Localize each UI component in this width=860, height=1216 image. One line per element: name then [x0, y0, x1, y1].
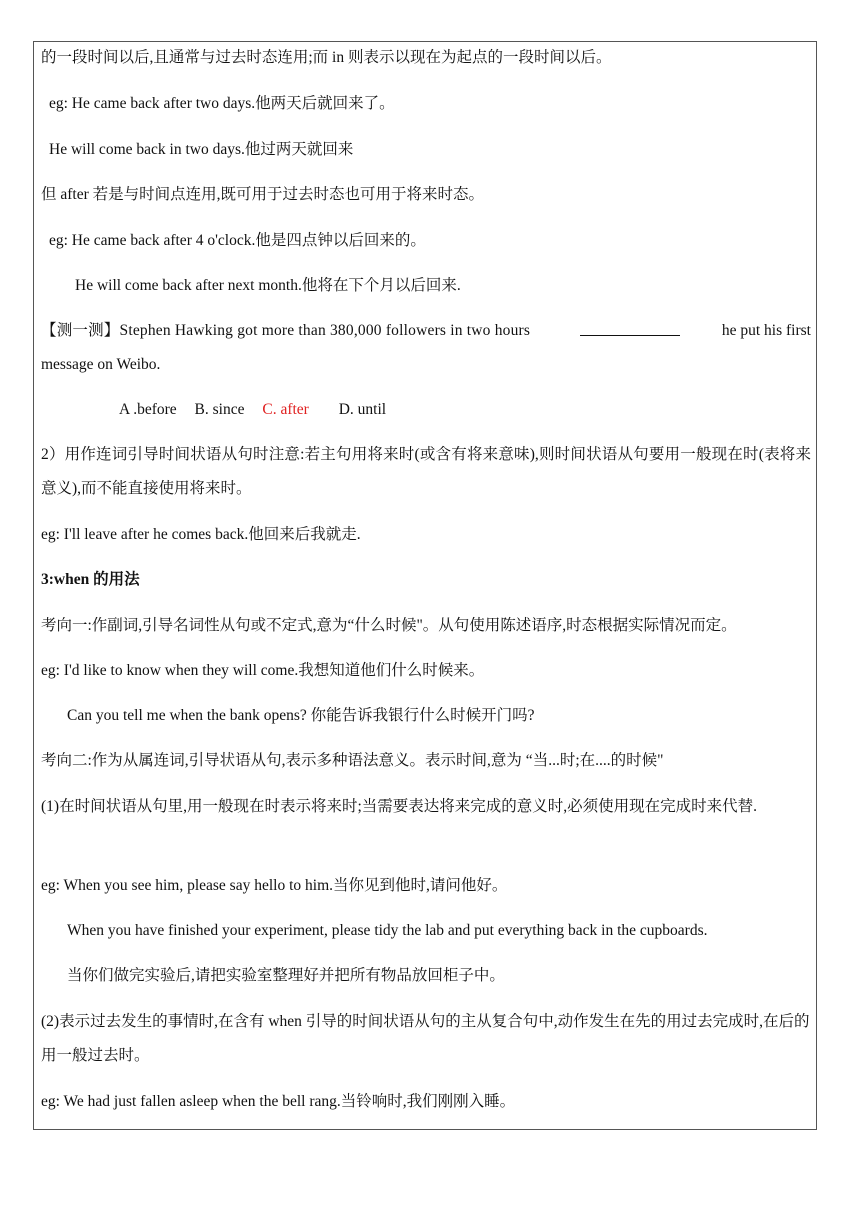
text-line: 但 after 若是与时间点连用,既可用于过去时态也可用于将来时态。	[41, 186, 485, 203]
example-sentence: eg: I'd like to know when they will come.我想知道他们什么时候来。	[41, 662, 485, 679]
option-b[interactable]: B. since	[194, 401, 245, 418]
quiz-question	[41, 321, 811, 341]
text-line: 的一段时间以后,且通常与过去时态连用;而 in 则表示以现在为起点的一段时间以后。	[41, 49, 612, 66]
quiz-options	[119, 400, 400, 420]
option-c-answer[interactable]: C. after	[262, 401, 309, 418]
example-sentence: eg: He came back after two days.他两天后就回来了。	[49, 95, 395, 112]
example-sentence: He will come back in two days.他过两天就回来	[49, 141, 354, 158]
text-line: 考向二:作为从属连词,引导状语从句,表示多种语法意义。表示时间,意为 “当...时;在....的时候"	[41, 752, 664, 769]
example-sentence: eg: I'll leave after he comes back.他回来后我就走.	[41, 526, 361, 543]
text-line: 考向一:作副词,引导名词性从句或不定式,意为“什么时候"。从句使用陈述语序,时态根据实际情况而定。	[41, 617, 737, 634]
quiz-suffix: he put his first	[721, 322, 811, 339]
text-paragraph: (2)表示过去发生的事情时,在含有 when 引导的时间状语从句的主从复合句中,动作发生在先的用过去完成时,在后的用一般过去时。	[41, 1013, 810, 1064]
example-sentence: eg: He came back after 4 o'clock.他是四点钟以后回来的。	[49, 232, 426, 249]
example-translation: 当你们做完实验后,请把实验室整理好并把所有物品放回柜子中。	[67, 967, 505, 984]
text-paragraph: 2）用作连词引导时间状语从句时注意:若主句用将来时(或含有将来意味),则时间状语从句要用一般现在时(表将来意义),而不能直接使用将来时。	[41, 446, 811, 497]
option-d[interactable]: D. until	[338, 401, 387, 418]
example-sentence: eg: When you see him, please say hello to him.当你见到他时,请问他好。	[41, 877, 508, 894]
example-sentence: Can you tell me when the bank opens? 你能告诉我银行什么时候开门吗?	[67, 707, 535, 724]
example-sentence: He will come back after next month.他将在下个月以后回来.	[75, 277, 461, 294]
quiz-blank[interactable]	[580, 321, 680, 336]
section-heading: 3:when 的用法	[41, 571, 140, 588]
option-a[interactable]: A .before	[119, 401, 177, 418]
example-sentence: When you have finished your experiment, please tidy the lab and put everything back in the cupboards.	[67, 922, 708, 939]
quiz-question-cont: message on Weibo.	[41, 356, 161, 373]
example-sentence: eg: We had just fallen asleep when the bell rang.当铃响时,我们刚刚入睡。	[41, 1093, 516, 1110]
text-paragraph: (1)在时间状语从句里,用一般现在时表示将来时;当需要表达将来完成的意义时,必须使用现在完成时来代替.	[41, 798, 758, 815]
quiz-prefix: 【测一测】Stephen Hawking got more than 380,000 followers in two hours	[41, 322, 531, 339]
